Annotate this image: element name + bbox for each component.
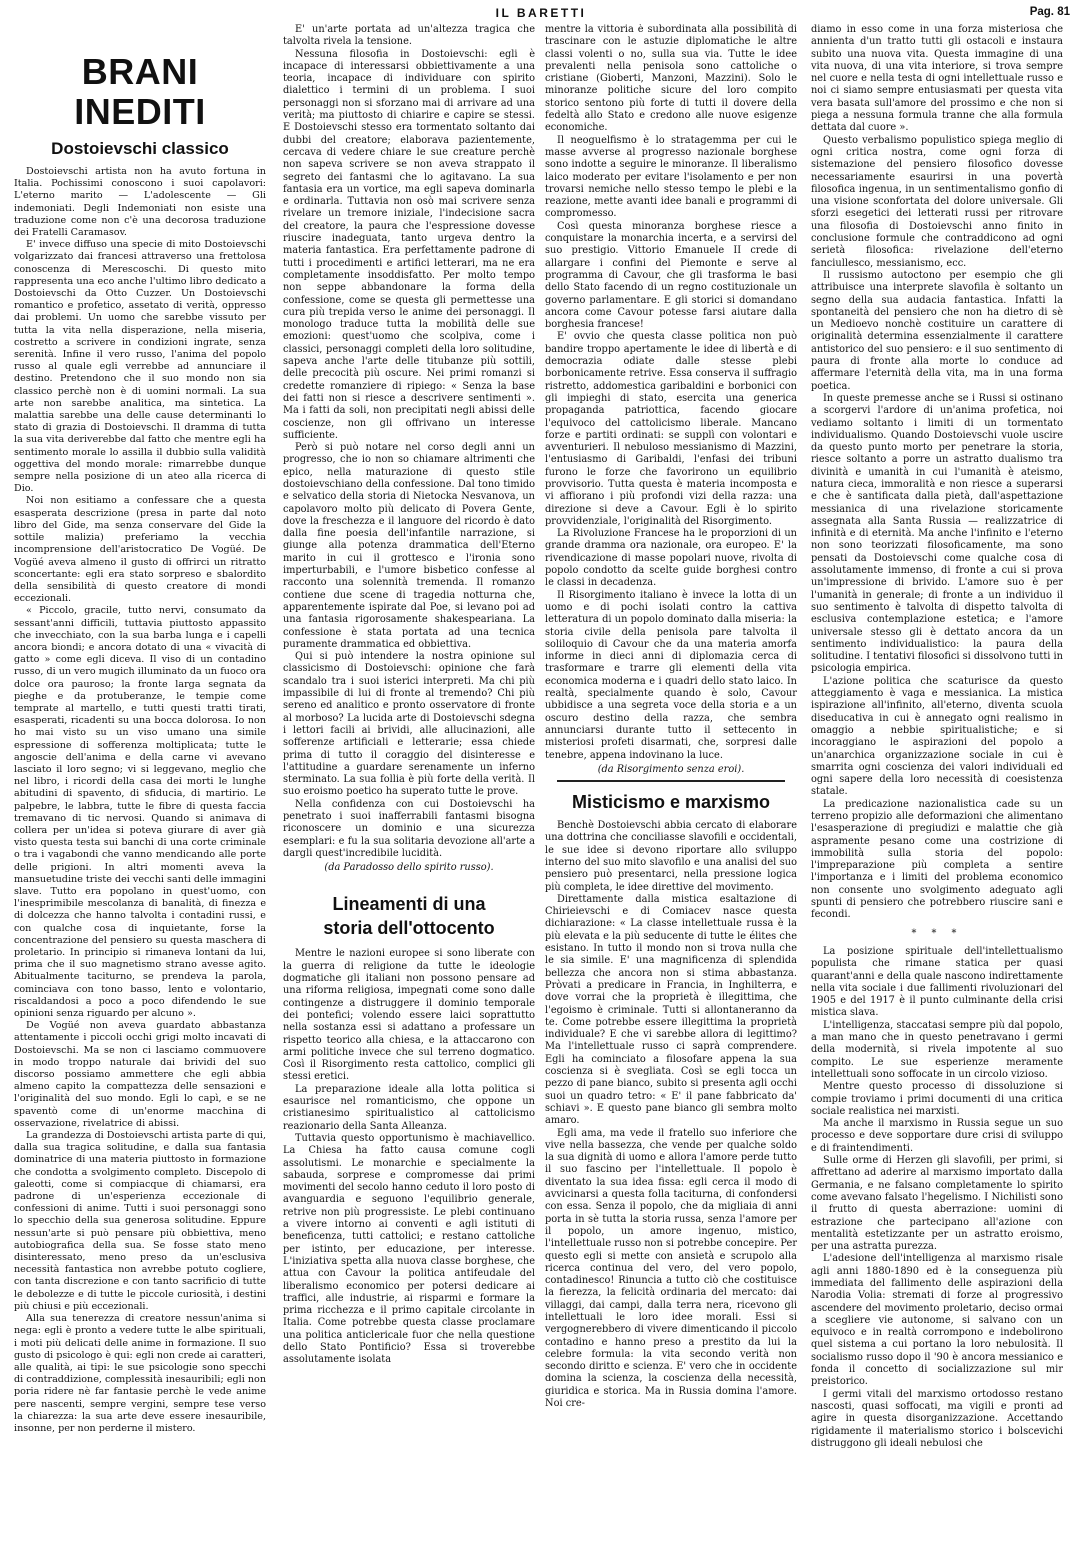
paragraph: mentre la vittoria è subordinata alla possibilità di trascinare con le astuzie diplomatiche le altre classi volenti o no, sulla sua via. Tutte le idee prevalenti nella penisola sono cattoliche o cristiane (Gioberti, Manzoni, Mazzini). Solo le minoranze politiche sicure del loro compito storico sentono più forte di tutti il dovere della fedeltà allo Stato e credono alle nuove esigenze economiche. [545, 24, 797, 134]
paragraph: Qui si può intendere la nostra opinione sul classicismo di Dostoievschi: opinione che farà scandalo tra i suoi isterici interpreti. Ma chi più impassibile di lui di fronte al tremendo? Chi più sereno ed analitico e pronto osservatore di fronte al morboso? La lucida arte di Dostoievschi sdegna i lettori facili ai brividi, alle allucinazioni, alle sofferenze artificiali e letterarie; essa chiede prima di tutto il coraggio del disinteresse e l'attitudine a guardare serenamente un inferno sterminato. La sua follia è più forte della verità. Il suo eroismo poetico ha superato tutte le prove. [283, 651, 535, 798]
paragraph: Così questa minoranza borghese riesce a conquistare la monarchia incerta, e a servirsi del suo prestigio. Vittorio Emanuele II crede di allargare i confini del Piemonte e serve al programma di Cavour, che gli trasforma le basi dello Stato facendo di un regno costituzionale un governo parlamentare. E gli storici si domandano ancora come Cavour potesse farsi aiutare dalla borghesia francese! [545, 220, 797, 331]
journal-title: IL BARETTI [495, 6, 587, 20]
paragraph: L'azione politica che scaturisce da questo atteggiamento è vaga e messianica. La mistica ispirazione all'infinito, all'eterno, diventa scuola diseducativa in cui è annegato ogni realismo in omaggio a nebbie spiritualistiche; e si incoraggiano le aspirazioni del popolo a un'anarchica organizzazione sociale in cui è smarrita ogni coscienza dei valori individuali ed ogni sapere della loro necessità di coesistenza statale. [811, 675, 1063, 798]
paragraph: diamo in esso come in una forza misteriosa che annienta d'un tratto tutti gli ostacoli e instaura subito una nuova vita. Questa immagine di una vita nuova, di una vita interiore, si trova sempre nel cuore e nella testa di ogni intellettuale russo e noi ci siamo sempre entusiasmati per questa vita vera basata sull'amore del prossimo e che non si piega a nessuna formula tranne che alla formula dettata dal cuore ». [811, 24, 1063, 134]
section-title-misticismo: Misticismo e marxismo [571, 792, 771, 813]
paragraph: La grandezza di Dostoievschi artista parte di qui, dalla sua tragica solitudine, e dalla sua fantasia dominatrice di una materia piuttosto in formazione che condotta a svolgimento completo. Discepolo di galeotti, come si compiacque di chiamarsi, era padrone di un'esperienza eccezionale di confessioni di anime. Tutti i suoi personaggi sono lo specchio della sua generosa solitudine. Eppure nessun'arte si può pensare più obbiettiva, meno autobiografica della sua. Se fosse stato meno disinteressato, meno preso da un'esclusiva necessità fantastica non avrebbe potuto cogliere, con tanta discrezione e con tanto sacrificio di tutte le debolezze e di tutte le piccole curiosità, i destini più chiusi e più eccezionali. [14, 1130, 266, 1312]
paragraph: Il russismo autoctono per esempio che gli attribuisce una interprete slavofila è soltanto un segno della sua audacia fantastica. Infatti la spontaneità del pensiero che non ha dietro di sè un Medioevo nonchè costituire un carattere di originalità determina essenzialmente il carattere antistorico del suo pensiero: e il suo sentimento di paura di fronte alla morte lo conduce ad affermare l'eternità della vita, ma in una forma poetica. [811, 269, 1063, 392]
paragraph: Benchè Dostoievschi abbia cercato di elaborare una dottrina che conciliasse slavofili e occidentali, le sue idee si devono riportare allo sviluppo interno del suo mito slavofilo e una analisi del suo pensiero può presentarci, nella pressione logica più completa, le idee direttive del movimento. [545, 820, 797, 893]
column-2 [283, 24, 535, 1534]
paragraph: Però si può notare nel corso degli anni un progresso, che io non so chiamare altrimenti che epico, nella maturazione di questo stile dostoievschiano della confessione. Dal tono timido e selvatico della storia di Nietocka Nesvanova, un capolavoro molto più delicato di Povera Gente, dove la freschezza e il languore del ricordo è dato dalla fine poesia dell'infantile narrazione, si giunge alla potenza drammatica dell'Eterno marito in cui il grottesco e l'ironia sono imperturbabili, e l'umore bisbetico confesse al racconto una solennità tremenda. Il romanzo contiene due scene di tragedia notturna che, apparentemente ispirate dal Poe, si levano poi ad una fantasia rigorosamente shakespeariana. La confessione è stata portata ad una tecnica puramente drammatica ed obbiettiva. [283, 442, 535, 650]
paragraph: Mentre le nazioni europee si sono liberate con la guerra di religione da tutte le ideologie dogmatiche gli italiani non possono pensare ad una riforma religiosa, impegnati come sono dalle contingenze a distruggere il dominio temporale dei pontefici; volendo essere laici soprattutto nella sostanza essi si adattano a professare un rispetto teorico alla chiesa, e la attaccarono con armi politiche invece che sul terreno dogmatico. Così il Risorgimento resta cattolico, complici gli stessi eretici. [283, 948, 535, 1083]
paragraph: E' un'arte portata ad un'altezza tragica che talvolta rivela la tensione. [283, 24, 535, 48]
column-1 [14, 24, 266, 1534]
column-3 [545, 24, 797, 1534]
page-header [0, 6, 1082, 22]
paragraph: La predicazione nazionalistica cade su un terreno propizio alle deformazioni che alimentano l'esasperazione di pregiudizi e malattie che già aspramente pesano come una costrizione di immobilità sulla storia del popolo: l'impreparazione più completa a sentire l'importanza e i limiti del problema economico non consente uno svolgimento adeguato agli spunti di pensiero che potrebbero riuscire sani e fecondi. [811, 798, 1063, 921]
main-title: BRANI INEDITI [74, 51, 206, 132]
paragraph: Nessuna filosofia in Dostoievschi: egli è incapace di interessarsi obbiettivamente a una teoria, incapace di individuare con spirito dialettico i termini di un problema. I suoi personaggi non si sforzano mai di arrivare ad una verità; ma piuttosto di chiarire e capire se stessi. E Dostoievschi stesso era tormentato soltanto dai dubbi del creatore; elaborava pazientemente, cercava di vedere chiare le sue creature perchè non sapeva scrivere se non aveva strappato il segreto dei fantasmi che lo agitavano. La sua fantasia era un vortice, ma egli sapeva dominarla e ordinarla. Tuttavia non osò mai scrivere senza rivelare un tremore iniziale, l'indecisione sacra del creatore, la paura che l'espressione dovesse riuscire inadeguata, tanto urgeva dentro la materia fantastica. Era perfettamente padrone di tutti i procedimenti e artifici letterari, ma ne era completamente insoddisfatto. Per molto tempo non seppe abbandonare la forma della confessione, come se questa gli permettesse una cura più trepida verso le anime dei personaggi. Il monologo traduce tutta la mobilità delle sue emozioni: quest'uomo che scolpiva, come i classici, personaggi completi della loro solitudine, sapeva anche l'arte delle titubanze più sottili, delle precocità più oscure. Nei primi romanzi si credette romanziere di ripiego: « Senza la base dei fatti non si riesce a descrivere sentimenti ». Ma i fatti da soli, non precipitati negli abissi delle coscienze, non gli offrivano un interesse sufficiente. [283, 48, 535, 441]
paragraph: Noi non esitiamo a confessare che a questa esasperata descrizione (presa in parte dal noto libro del Gide, ma senza conservare del Gide la sottile malizia) preferiamo la vecchia incomprensione dell'aristocratico De Vogüé. De Vogüé aveva almeno il gusto di offrirci un ritratto sconcertante: egli era stato sorpreso e sbalordito della sensibilità di questo creatore di mondi eccezionali. [14, 495, 266, 605]
paragraph: Sulle orme di Herzen gli slavofili, per primi, si affrettano ad aderire al marxismo importato dalla Germania, e ne falsano completamente lo spirito come avevano falsato l'hegelismo. I Nichilisti sono il frutto di questa aberrazione: uomini di estrazione che partecipano all'azione con mentalità estetizzante per un astratto eroismo, per una astratta purezza. [811, 1155, 1063, 1253]
section-separator: * * * [911, 927, 963, 939]
paragraph: La Rivoluzione Francese ha le proporzioni di un grande dramma ora nazionale, ora europeo. E' la rivendicazione di masse popolari nuove, rivolta di popolo condotto da scelte guide borghesi contro le classi in decadenza. [545, 528, 797, 589]
paragraph: E' invece diffuso una specie di mito Dostoievschi volgarizzato dai francesi attraverso una frettolosa conoscenza di Merescoschi. Di questo mito rappresenta una eco anche l'ultimo libro dedicato a Dostoievschi da Otto Cuzzer. Un Dostoievschi romantico e profetico, assetato di verità, oppresso dai problemi. Un uomo che sarebbe vissuto per tutta la vita nella disperazione, nella miseria, costretto a scrivere in condizioni ingrate, senza serenità. Infine il vero russo, l'anima del popolo russo al quale egli verrebbe ad annunciare il destino. Pretendono che il suo mondo non sia classico perchè non è di uomini normali. La sua arte non sarebbe analitica, ma sintetica. La malattia sarebbe una delle cause determinanti lo stato di grazia di Dostoievschi. Il dramma di tutta la sua vita deriverebbe dal fatto che mentre egli ha sentimento morale lo assilla il dubbio sulla validità oggettiva del mondo morale: rimarrebbe dunque sempre nella posizione di un ateo alla ricerca di Dio. [14, 239, 266, 495]
paragraph: Dostoievschi artista non ha avuto fortuna in Italia. Pochissimi conoscono i suoi capolavori: L'eterno marito — L'adolescente — Gli indemoniati. Degli Indemoniati non esiste una traduzione come non c'è una decorosa traduzione dei Fratelli Caramasov. [14, 166, 266, 239]
paragraph: De Vogüé non aveva guardato abbastanza attentamente i piccoli occhi grigi molto incavati di Dostoievschi. Ma se non ci lasciamo commuovere in modo troppo naturale dai brividi del suo discorso possiamo ammettere che egli abbia almeno capito la compattezza delle sensazioni e l'originalità del suo mondo. Egli lo capì, e se ne spaventò come di un'enorme macchina di osservazione, rivelatrice di abissi. [14, 1020, 266, 1129]
section-title-lineamenti: Lineamenti di una [332, 894, 486, 915]
divider [557, 780, 785, 782]
page-number: Pag. 81 [1029, 6, 1070, 18]
paragraph: Questo verbalismo populistico spiega meglio di ogni critica nostra, come ogni forza di sistemazione del pensiero filosofico dovesse necessariamente esaurirsi in una povertà filosofica ingenua, in un sentimentalismo gonfio di una visione sconfortata del dolore universale. Gli sforzi esegetici dei letterati russi per ritrovare una filosofia di Dostoievschi anno finito in conclusione formule che contraddicono ad ogni serietà filosofica: rivelazione dell'eterno fanciullesco, messianismo, ecc. [811, 134, 1063, 269]
paragraph: E' ovvio che questa classe politica non può bandire troppo apertamente le idee di libertà e di democrazia odiate dalle stesse plebi borbonicamente retrive. Essa conserva il suffragio ristretto, addomestica garibaldini e borbonici con gli impieghi di stato, esercita una generica propaganda patriottica, facendo giocare l'equivoco del cattolicismo liberale. Mancano forze e partiti ordinati: se supplì con volontari e avventurieri. Il nebuloso messianismo di Mazzini, l'entusiasmo di Garibaldi, l'enfasi dei tribuni furono le forze che favorirono un equilibrio provvisorio. Tutta questa è materia incomposta e vi affiorano i più profondi vizi della razza: una direzione si deve a Cavour. Egli è lo spirito provvidenziale, l'originalità del Risorgimento. [545, 331, 797, 527]
paragraph: Il neoguelfismo è lo stratagemma per cui le masse avverse al progresso nazionale borghese sono indotte a seguire le minoranze. Il liberalismo laico moderato per evitare l'isolamento e per non trovarsi nemiche nello stesso tempo le plebi e la reazione, mette avanti idee banali e programmi di compromesso. [545, 134, 797, 220]
paragraph: Direttamente dalla mistica esaltazione di Chirieievschi e di Comiacev nasce questa dichiarazione: « La classe intellettuale russa è la più elevata e la più seducente di tutte le élites che esistano. In tutto il mondo non si trova nulla che le sia simile. E' una magnificenza di splendida bellezza che ancora non si stima abbastanza. Pròvati a predicare in Francia, in Inghilterra, e dove vorrai che la proprietà è illegittima, che l'egoismo è criminale. Tutti si allontaneranno da te. Come potrebbe essere illegittima la proprietà individuale? E che vi sarebbe allora di legittimo? Ma l'intellettuale russo ci saprà comprendere. Egli ha cominciato a filosofare appena la sua coscienza si è svegliata. Così se egli tocca un pezzo di pane bianco, subito si presenta agli occhi suoi un quadro tetro: « E' il pane fabbricato da' schiavi ». E questo pane bianco gli sembra molto amaro. [545, 893, 797, 1127]
paragraph: Egli ama, ma vede il fratello suo inferiore che vive nella bassezza, che vende per qualche soldo la sua dignità di uomo e allora l'amore perde tutto il suo fascino per l'intellettuale. Il popolo è diventato la sua idea fissa: egli cerca il modo di avvicinarsi a questa folla taciturna, di confondersi con essa. Senza il popolo, che da migliaia di anni porta in sè tutta la storia russa, senza l'amore per il popolo, un amore ingenuo, mistico, l'intellettuale russo non si potrebbe concepire. Per questo egli si mette con ansietà e scrupolo alla ricerca continua del vero, del vero popolo, contadinesco! Rinuncia a tutto ciò che costituisce la fierezza, la felicità ordinaria del mercato: dai villaggi, dai campi, dalla terra nera, ricevono gli intellettuali le loro idee morali. Essi si vergognerebbero di vivere dimenticando il piccolo contadino e hanno preso a prestito da lui la celebre formula: la vita secondo verità non secondo diritto e scienza. E' vero che in occidente domina la scienza, la coscienza della necessità, giuridica e storica. Ma in Russia domina l'amore. Noi cre- [545, 1127, 797, 1410]
paragraph: Il Risorgimento italiano è invece la lotta di un uomo e di pochi isolati contro la cattiva letteratura di un popolo dominato dalla miseria: la storia civile della penisola pare talvolta il soliloquio di Cavour che da una materia amorfa informe in dieci anni di diplomazia cerca di trasformare e trarre gli elementi della vita economica moderna e i quadri dello stato laico. In realtà, specialmente quando è solo, Cavour ubbidisce a una segreta voce della storia e a un oscuro destino della razza, che sembra annunciarsi durante tutto il settecento in misteriosi profeti disarmati, che, sorpresi dalle tenebre, appena indovinano la luce. [545, 589, 797, 761]
section-title-lineamenti-line2: storia dell'ottocento [323, 918, 495, 939]
source-note: (da Paradosso dello spirito russo). [324, 862, 494, 874]
source-note: (da Risorgimento senza eroi). [597, 763, 745, 775]
paragraph: L'intelligenza, staccatasi sempre più dal popolo, a man mano che in questo penetravano i germi della modernità, si rivela impotente al suo compito. Le sue esperienze meramente intellettuali sono soffocate in un circolo vizioso. [811, 1019, 1063, 1080]
paragraph: Nella confidenza con cui Dostoievschi ha penetrato i suoi inafferrabili fantasmi bisogna riconoscere un dominio e una sicurezza esemplari: e fu la sua solitaria devozione all'arte a dargli quest'incredibile lucidità. [283, 798, 535, 859]
paragraph: La posizione spirituale dell'intellettualismo populista che rimane statica per quasi quarant'anni e della quale nascono indirettamente nella vita sociale i due fallimenti rivoluzionari del 1905 e del 1917 è il punto culminante della crisi mistica slava. [811, 945, 1063, 1019]
paragraph: La preparazione ideale alla lotta politica si esaurisce nel romanticismo, che oppone un cristianesimo spiritualistico al cattolicismo reazionario della Santa Alleanza. [283, 1083, 535, 1132]
section-title-dostoievschi-classico: Dostoievschi classico [51, 139, 229, 158]
paragraph: In queste premesse anche se i Russi si ostinano a scorgervi l'ardore di un'anima profetica, noi vediamo soltanto i limiti di un tormentato individualismo. Quando Dostoievschi vuole uscire da questo punto morto per penetrare la storia, riesce soltanto a porre un astratto dualismo tra divinità e umanità in cui l'umanità è ateismo, natura cieca, immoralità e non riesce a superarsi e che è santificata dalla pietà, dall'aspettazione messianica di una rivelazione storicamente assegnata alla Santa Russia — realizzatrice di infinità e di eternità. Ma anche l'infinito e l'eterno non sono teorizzati filosoficamente, ma sono pensati da Dostoievschi come qualche cosa di assolutamente immenso, di fronte a cui si prova un'impressione di brivido. L'amore suo è per l'umanità in generale; di fronte a un individuo il suo sentimento è talvolta di dispetto talvolta di esclusiva contemplazione estetica; e l'amore universale stesso gli è dettato ancora da un sentimento individualistico: la paura della solitudine. I tentativi filosofici si dissolvono tutti in psicologia empirica. [811, 392, 1063, 675]
column-4 [811, 24, 1063, 1534]
paragraph: I germi vitali del marxismo ortodosso restano nascosti, quasi soffocati, ma vigili e pronti ad agire in questa disorganizzazione. Accettando rigidamente il materialismo storico i bolscevichi distruggono gli ideali nebulosi che [811, 1388, 1063, 1449]
paragraph: Alla sua tenerezza di creatore nessun'anima si nega: egli è pronto a vedere tutte le albe spirituali, i moti più delicati delle anime in formazione. Il suo gusto di psicologo è qui: egli non crede ai caratteri, alle qualità, ai tipi: le sue psicologie sono specchi di contraddizione, complessità inesauribili; egli non poria ridere nè far fantasie perchè le vede anime pere nascenti, sempre vergini, sempre tese verso la chiarezza: la sua arte deve essere inesauribile, insonne, per non perderne il mistero. [14, 1313, 266, 1434]
paragraph: « Piccolo, gracile, tutto nervi, consumato da sessant'anni difficili, tuttavia piuttosto appassito che invecchiato, con la sua barba lunga e i capelli ancora biondi; e ancora dotato di una « vivacità di gatto » come egli diceva. Il viso di un contadino russo, di un vero mugich illuminato da un fuoco ora dolce ora pauroso; la fronte larga segnata da pieghe e da protuberanze, le tempie come temprate al martello, e tutti questi tratti tirati, esasperati, ricadenti su una bocca dolorosa. Io non ho mai visto su un viso umano una simile espressione di sofferenza moltiplicata; tutte le angoscie dell'anima e della carne vi avevano lasciato il loro segno; vi si leggevano, meglio che nel libro, i ricordi della casa dei morti le lunghe abitudini di spavento, di sfiducia, di martirio. Le palpebre, le labbra, tutte le fibre di questa faccia tremavano di tic nervosi. Quando si animava di collera per un'idea si poteva giurare di aver già visto questa testa sui banchi di una corte criminale o tra i vagabondi che vanno mendicando alle porte delle prigioni. In altri momenti aveva la mansuetudine triste dei vecchi santi delle immagini slave. Tutto era popolano in quest'uomo, con l'inesprimibile mescolanza di banalità, di finezza e di dolcezza che hanno talvolta i contadini russi, e con qualche cosa di inquietante, forse la concentrazione del pensiero su questa maschera di proletario. In principio si rimaneva lontani da lui, prima che il suo magnetismo strano avesse agito. Abitualmente taciturno, se prendeva la parola, cominciava con tono basso, lento e volontario, riscaldandosi a poco a poco difendendo le sue opinioni senza riguardo per alcuno ». [14, 605, 266, 1020]
paragraph: L'adesione dell'intelligenza al marxismo risale agli anni 1880-1890 ed è la conseguenza più immediata del fallimento delle aspirazioni della Narodia Volia: stremati di forze al progressivo ascendere del movimento proletario, deciso ormai a scegliere vie autonome, si salvano con un equivoco e in realtà corrompono e indebolirono quel sistema a cui portano la loro nebulosità. Il socialismo russo dopo il '90 è ancora messianico e fonda il concetto di socializzazione sul mir preistorico. [811, 1253, 1063, 1388]
paragraph: Tuttavia questo opportunismo è machiavellico. La Chiesa ha fatto causa comune cogli assolutismi. Le monarchie e specialmente la sabauda, sorprese e compromesse dai primi movimenti del secolo hanno ceduto il loro posto di avanguardia e seguono l'equilibrio generale, retrive non più progressiste. Le plebi continuano a vivere intorno ai conventi e agli istituti di beneficenza, tutti cattolici; e restano cattoliche per istinto, per educazione, per interesse. L'iniziativa spetta alla nuova classe borghese, che attua con Cavour la politica antifeudale del liberalismo economico per potersi dedicare ai traffici, alle industrie, ai risparmi e formare la prima ricchezza e il primo capitale circolante in Italia. Come potrebbe questa classe proclamare una politica anticlericale fuor che nella questione dello Stato Pontificio? Essa si troverebbe assolutamente isolata [283, 1132, 535, 1366]
paragraph: Ma anche il marxismo in Russia segue un suo processo e deve sopportare dure crisi di sviluppo e di fraintendimenti. [811, 1118, 1063, 1154]
paragraph: Mentre questo processo di dissoluzione si compie troviamo i primi documenti di una critica sociale realistica nei marxisti. [811, 1081, 1063, 1117]
